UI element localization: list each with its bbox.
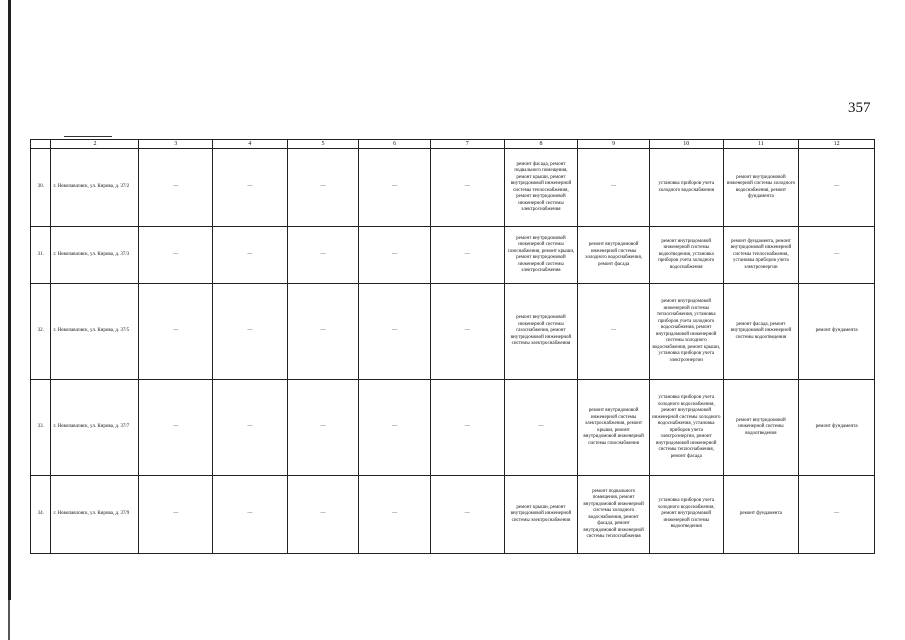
- work-cell: ремонт внутридомовой инженерной системы водоотведения, установка приборов учета холодного водоснабжения: [649, 227, 723, 284]
- work-cell: —: [287, 284, 359, 380]
- work-cell: —: [799, 476, 875, 554]
- column-header: 9: [578, 140, 650, 149]
- column-header: 6: [359, 140, 431, 149]
- repair-schedule-table: [30, 139, 875, 554]
- column-header: 11: [723, 140, 799, 149]
- work-cell: —: [213, 476, 288, 554]
- address-cell: г. Новопавловск, ул. Кирова, д. 37/3: [51, 227, 139, 284]
- work-cell: —: [430, 476, 504, 554]
- work-cell: —: [139, 476, 213, 554]
- scan-edge-lower: [8, 600, 10, 640]
- column-header: 8: [504, 140, 578, 149]
- work-cell: —: [213, 149, 288, 227]
- address-cell: г. Новопавловск, ул. Кирова, д. 37/7: [51, 380, 139, 476]
- work-cell: установка приборов учета холодного водоснабжения, ремонт внутридомовой инженерной системы холодного водоснабжения, установка приборов учета электроэнергии, ремонт внутридомовой инженерной системы теплоснабжения, ремонт фасада: [649, 380, 723, 476]
- column-header: 2: [51, 140, 139, 149]
- work-cell: —: [359, 227, 431, 284]
- work-cell: ремонт внутридомовой инженерной системы газоснабжения, ремонт внутридомовой инженерной системы электроснабжения: [504, 284, 578, 380]
- work-cell: —: [799, 227, 875, 284]
- work-cell: —: [359, 476, 431, 554]
- table-row: [31, 476, 875, 554]
- work-cell: —: [287, 149, 359, 227]
- row-number: 31.: [31, 227, 51, 284]
- work-cell: ремонт внутридомовой инженерной системы водоотведения: [723, 380, 799, 476]
- work-cell: —: [139, 284, 213, 380]
- row-number: 34.: [31, 476, 51, 554]
- row-number: 32.: [31, 284, 51, 380]
- column-header: 5: [287, 140, 359, 149]
- work-cell: —: [504, 380, 578, 476]
- work-cell: —: [430, 380, 504, 476]
- work-cell: установка приборов учета холодного водоснабжения, ремонт внутридомовой инженерной системы водоотведения: [649, 476, 723, 554]
- column-header: [31, 140, 51, 149]
- table-row: [31, 284, 875, 380]
- work-cell: ремонт фундамента: [799, 284, 875, 380]
- header-tick-line: [64, 136, 112, 137]
- work-cell: ремонт фасада, ремонт подвального помещения, ремонт крыши, ремонт внутридомовой инженерной системы теплоснабжения, ремонт внутридомовой инженерной системы электроснабжения: [504, 149, 578, 227]
- address-cell: г. Новопавловск, ул. Кирова, д. 37/9: [51, 476, 139, 554]
- work-cell: —: [213, 227, 288, 284]
- table-row: [31, 149, 875, 227]
- table-row: [31, 227, 875, 284]
- work-cell: ремонт фундамента, ремонт внутридомовой инженерной системы теплоснабжения, установка приборов учета электроэнергии: [723, 227, 799, 284]
- column-header: 10: [649, 140, 723, 149]
- column-header: 3: [139, 140, 213, 149]
- work-cell: —: [287, 227, 359, 284]
- work-cell: —: [359, 149, 431, 227]
- work-cell: —: [799, 149, 875, 227]
- address-cell: г. Новопавловск, ул. Кирова, д. 37/2: [51, 149, 139, 227]
- work-cell: установка приборов учета холодного водоснабжения: [649, 149, 723, 227]
- page-number: 357: [848, 100, 871, 116]
- work-cell: —: [578, 284, 650, 380]
- work-cell: —: [287, 476, 359, 554]
- work-cell: ремонт крыши, ремонт внутридомовой инженерной системы электроснабжения: [504, 476, 578, 554]
- work-cell: ремонт внутридомовой инженерной системы электроснабжения, ремонт крыши, ремонт внутридомовой инженерной системы газоснабжения: [578, 380, 650, 476]
- work-cell: ремонт фундамента: [723, 476, 799, 554]
- work-cell: ремонт фасада, ремонт внутридомовой инженерной системы водоотведения: [723, 284, 799, 380]
- work-cell: —: [430, 284, 504, 380]
- work-cell: ремонт внутридомовой инженерной системы теплоснабжения, установка приборов учета холодного водоснабжения, ремонт внутридомовой инженерной системы холодного водоснабжения, ремонт крыши, установка приборов учета электроэнергии: [649, 284, 723, 380]
- work-cell: ремонт внутридомовой инженерной системы газоснабжения, ремонт крыши, ремонт внутридомовой инженерной системы электроснабжения: [504, 227, 578, 284]
- work-cell: —: [139, 227, 213, 284]
- work-cell: —: [430, 149, 504, 227]
- work-cell: —: [213, 380, 288, 476]
- work-cell: —: [139, 149, 213, 227]
- column-header: 4: [213, 140, 288, 149]
- work-cell: ремонт фундамента: [799, 380, 875, 476]
- work-cell: —: [213, 284, 288, 380]
- work-cell: ремонт внутридомовой инженерной системы холодного водоснабжения, ремонт фундамента: [723, 149, 799, 227]
- row-number: 30.: [31, 149, 51, 227]
- work-cell: —: [430, 227, 504, 284]
- table-row: [31, 380, 875, 476]
- work-cell: ремонт подвального помещения, ремонт внутридомовой инженерной системы холодного водоснабжения, ремонт фасада, ремонт внутридомовой инженерной системы теплоснабжения: [578, 476, 650, 554]
- work-cell: —: [578, 149, 650, 227]
- row-number: 33.: [31, 380, 51, 476]
- work-cell: —: [139, 380, 213, 476]
- work-cell: —: [287, 380, 359, 476]
- column-number-row: [31, 140, 875, 149]
- column-header: 12: [799, 140, 875, 149]
- address-cell: г. Новопавловск, ул. Кирова, д. 37/5: [51, 284, 139, 380]
- work-cell: —: [359, 380, 431, 476]
- work-cell: —: [359, 284, 431, 380]
- column-header: 7: [430, 140, 504, 149]
- scan-edge: [8, 0, 11, 600]
- work-cell: ремонт внутридомовой инженерной системы холодного водоснабжения, ремонт фасада: [578, 227, 650, 284]
